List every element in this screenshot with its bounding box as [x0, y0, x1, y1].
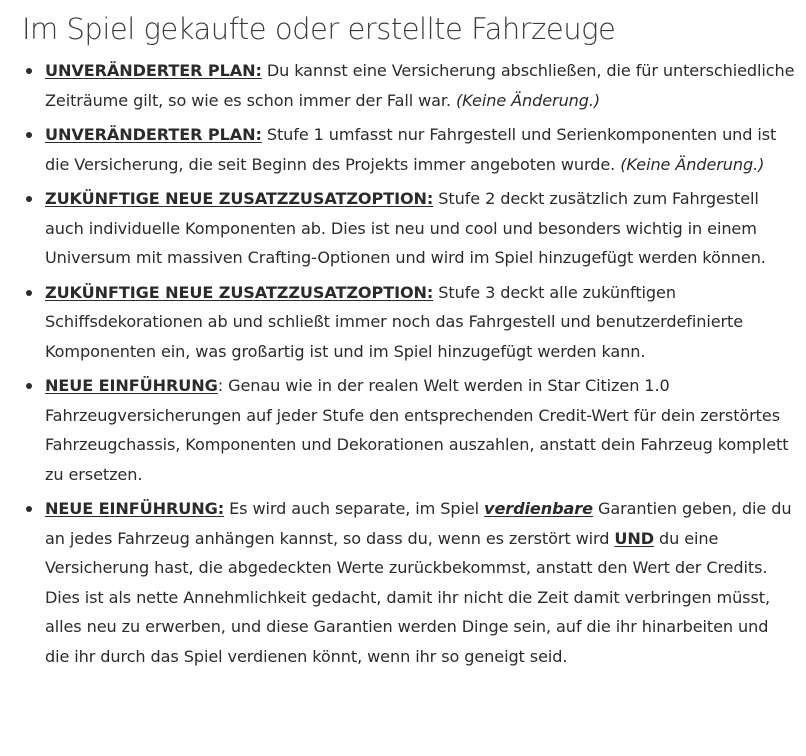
bullet-icon [26, 506, 32, 512]
item-emphasis: verdienbare [484, 499, 593, 518]
item-tag: UNVERÄNDERTER PLAN: [45, 125, 262, 144]
list-item [22, 56, 796, 115]
item-note: (Keine Änderung.) [455, 90, 601, 110]
list-item [22, 494, 796, 671]
list-item [22, 278, 796, 367]
item-text: Stufe 3 deckt alle zukünftigen Schiffsdekorationen ab und schließt immer noch das Fahrgestell und benutzerdefinierte Komponenten ein, was großartig ist und im Spiel hinzugefügt werden kann. [45, 282, 744, 361]
item-text: Stufe 2 deckt zusätzlich zum Fahrgestell auch individuelle Komponenten ab. Dies ist neu und cool und besonders wichtig in einem Universum mit massiven Crafting-Optionen und wird im Spiel hinzugefügt werden können. [45, 189, 766, 267]
item-note: (Keine Änderung.) [620, 154, 765, 174]
list-item [22, 120, 796, 179]
item-text: Du kannst eine Versicherung abschließen, die für unterschiedliche Zeiträume gilt, so wie es schon immer der Fall war. [45, 61, 795, 110]
item-text: du eine Versicherung hast, die abgedeckten Werte zurückbekommst, anstatt den Wert der Credits. Dies ist als nette Annehmlichkeit gedacht, damit ihr nicht die Zeit damit verbringen müsst, alles neu zu erwerben, und diese Garantien werden Dinge sein, auf die ihr hinarbeiten und die ihr durch das Spiel verdienen könnt, wenn ihr so geneigt seid. [45, 528, 770, 666]
bullet-icon [26, 383, 32, 389]
item-tag: NEUE EINFÜHRUNG: [45, 499, 225, 518]
bullet-icon [26, 132, 32, 138]
bullet-icon [26, 68, 32, 74]
list-item [22, 371, 796, 489]
item-text: : Genau wie in der realen Welt werden in Star Citizen 1.0 Fahrzeugversicherungen auf jeder Stufe den entsprechenden Credit-Wert für dein zerstörtes Fahrzeugchassis, Komponenten und Dekorationen auszahlen, anstatt dein Fahrzeug komplett zu ersetzen. [45, 376, 789, 484]
item-tag: UNVERÄNDERTER PLAN: [45, 61, 262, 80]
section-heading: Im Spiel gekaufte oder erstellte Fahrzeuge [22, 12, 616, 46]
bullet-icon [26, 196, 32, 202]
list-item [22, 184, 796, 273]
bullet-icon [26, 290, 32, 296]
item-tag: NEUE EINFÜHRUNG [45, 376, 218, 395]
item-text: Garantien geben, die du an jedes Fahrzeug anhängen kannst, so dass du, wenn es zerstört wird [45, 499, 792, 548]
item-strong: UND [614, 528, 654, 548]
item-tag: ZUKÜNFTIGE NEUE ZUSATZZUSATZOPTION: [45, 189, 434, 208]
bullet-list [22, 56, 796, 671]
item-text: Stufe 1 umfasst nur Fahrgestell und Serienkomponenten und ist die Versicherung, die seit Beginn des Projekts immer angeboten wurde. [45, 125, 777, 174]
item-tag: ZUKÜNFTIGE NEUE ZUSATZZUSATZOPTION: [45, 282, 434, 302]
item-text: Es wird auch separate, im Spiel [224, 499, 485, 518]
